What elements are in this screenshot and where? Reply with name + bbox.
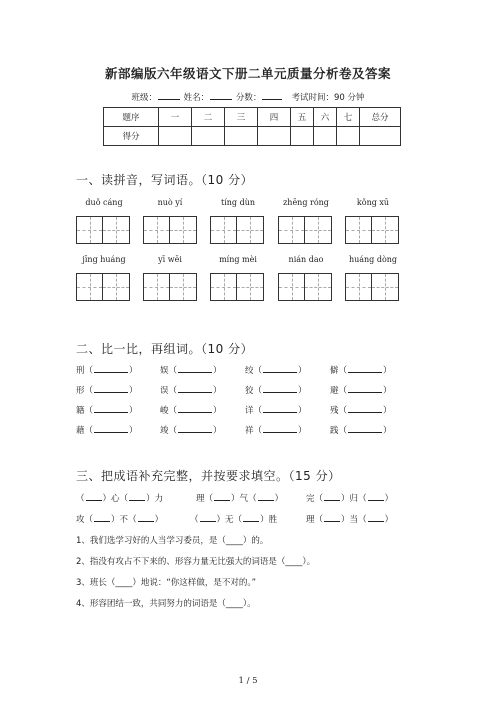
writing-grid[interactable]	[345, 216, 399, 244]
compare-item[interactable]: 狡（ ）	[245, 386, 307, 396]
page-title: 新部编版六年级语文下册二单元质量分析卷及答案	[104, 66, 391, 81]
writing-grid[interactable]	[210, 216, 264, 244]
score-input-cell[interactable]	[159, 127, 192, 146]
idiom-char: 气	[239, 494, 249, 504]
idiom-char: 理	[196, 494, 205, 504]
section1-title: 一、读拼音，写词语。（10 分）	[76, 173, 254, 187]
score-blank[interactable]	[262, 90, 282, 100]
score-row-label: 得分	[104, 127, 159, 146]
score-input-cell[interactable]	[192, 127, 225, 146]
idiom-blank-group[interactable]: 理（ ）气（ ）	[196, 494, 284, 504]
writing-grid[interactable]	[76, 216, 130, 244]
idiom-char: 无	[225, 515, 234, 525]
writing-grid[interactable]	[143, 273, 197, 301]
class-label: 班级：	[131, 93, 157, 103]
pinyin: kǒng xū	[356, 198, 390, 207]
score-label: 分数：	[235, 93, 262, 103]
idiom-char: 不	[119, 515, 129, 525]
compare-char: 祥	[245, 426, 254, 436]
pinyin: tíng dùn	[220, 198, 255, 207]
compare-char: 误	[160, 386, 169, 396]
idiom-char: 心	[111, 494, 120, 504]
score-cell: 一	[159, 108, 192, 127]
score-input-cell[interactable]	[225, 127, 258, 146]
writing-grid[interactable]	[210, 273, 264, 301]
compare-char: 形	[76, 386, 85, 396]
compare-char: 籍	[76, 406, 85, 416]
idiom-blank-group[interactable]: 完（ ）归（ ）	[306, 494, 394, 504]
compare-item[interactable]: 绞（ ）	[245, 366, 307, 376]
score-cell: 题序	[104, 108, 159, 127]
pinyin: jīng huáng	[82, 255, 126, 264]
compare-char: 践	[330, 426, 339, 436]
compare-char: 残	[330, 406, 339, 416]
compare-item[interactable]: 祥（ ）	[245, 426, 307, 436]
pinyin: zhēng róng	[283, 198, 329, 207]
score-cell: 二	[192, 108, 225, 127]
writing-grid[interactable]	[278, 216, 332, 244]
class-blank[interactable]	[158, 90, 180, 100]
score-cell: 总分	[360, 108, 401, 127]
page-number: 1 / 5	[238, 676, 258, 686]
score-input-cell[interactable]	[314, 127, 337, 146]
idiom-char: 当	[349, 515, 359, 525]
section3-title: 三、把成语补充完整，并按要求填空。（15 分）	[76, 469, 341, 483]
idiom-char: 归	[349, 494, 359, 504]
name-blank[interactable]	[210, 90, 232, 100]
pinyin: míng mèi	[219, 255, 257, 264]
score-table	[103, 107, 401, 146]
compare-item[interactable]: 僻（ ）	[330, 366, 392, 376]
question-3: 3、班长（____）地说：“你这样做，是不对的。”	[76, 578, 256, 588]
pinyin: nián dao	[288, 255, 324, 264]
idiom-char: 攻	[76, 515, 85, 525]
score-input-cell[interactable]	[258, 127, 291, 146]
idiom-char: 理	[306, 515, 315, 525]
time-label: 考试时间：90 分钟	[291, 93, 365, 103]
compare-char: 峻	[160, 406, 169, 416]
score-table-score-row	[104, 127, 401, 146]
compare-char: 僻	[330, 366, 339, 376]
question-2: 2、指没有攻占不下来的、形容力量无比强大的词语是（____）。	[76, 557, 316, 567]
idiom-char: 胜	[268, 515, 278, 525]
compare-item[interactable]: 藉（ ）	[76, 426, 138, 436]
idiom-char: 力	[154, 494, 164, 504]
compare-item[interactable]: 残（ ）	[330, 406, 392, 416]
compare-item[interactable]: 误（ ）	[160, 386, 222, 396]
pinyin: duǒ cáng	[85, 198, 123, 207]
score-cell: 七	[337, 108, 360, 127]
compare-char: 竣	[160, 426, 169, 436]
compare-char: 刑	[76, 366, 85, 376]
compare-char: 娱	[160, 366, 169, 376]
compare-item[interactable]: 籍（ ）	[76, 406, 138, 416]
pinyin: huáng dòng	[348, 255, 398, 264]
idiom-blank-group[interactable]: （ ）无（ ）胜	[190, 515, 278, 525]
writing-grid[interactable]	[278, 273, 332, 301]
score-input-cell[interactable]	[291, 127, 314, 146]
compare-item[interactable]: 竣（ ）	[160, 426, 222, 436]
score-input-cell[interactable]	[360, 127, 401, 146]
exam-info-line	[0, 90, 496, 103]
pinyin: yī wēi	[158, 255, 182, 264]
score-cell: 四	[258, 108, 291, 127]
compare-item[interactable]: 形（ ）	[76, 386, 138, 396]
compare-char: 避	[330, 386, 339, 396]
score-table-header-row	[104, 108, 401, 127]
compare-char: 绞	[245, 366, 254, 376]
compare-char: 藉	[76, 426, 85, 436]
idiom-blank-group[interactable]: 攻（ ）不（ ）	[76, 515, 164, 525]
writing-grid[interactable]	[76, 273, 130, 301]
compare-char: 狡	[245, 386, 254, 396]
idiom-blank-group[interactable]: （ ）心（ ）力	[76, 494, 164, 504]
idiom-char: 完	[306, 494, 315, 504]
score-cell: 三	[225, 108, 258, 127]
idiom-blank-group[interactable]: 理（ ）当（ ）	[306, 515, 394, 525]
pinyin: nuò yí	[157, 198, 183, 207]
name-label: 姓名：	[183, 93, 210, 103]
compare-item[interactable]: 践（ ）	[330, 426, 392, 436]
compare-item[interactable]: 详（ ）	[245, 406, 307, 416]
score-cell: 五	[291, 108, 314, 127]
question-4: 4、形容团结一致，共同努力的词语是（____）。	[76, 599, 256, 609]
writing-grid[interactable]	[345, 273, 399, 301]
writing-grid[interactable]	[143, 216, 197, 244]
compare-item[interactable]: 刑（ ）	[76, 366, 138, 376]
score-cell: 六	[314, 108, 337, 127]
compare-char: 详	[245, 406, 254, 416]
compare-item[interactable]: 峻（ ）	[160, 406, 222, 416]
score-input-cell[interactable]	[337, 127, 360, 146]
compare-item[interactable]: 娱（ ）	[160, 366, 222, 376]
compare-item[interactable]: 避（ ）	[330, 386, 392, 396]
section2-title: 二、比一比，再组词。（10 分）	[76, 342, 254, 356]
question-1: 1、我们选学习好的人当学习委员，是（____）的。	[76, 536, 269, 546]
